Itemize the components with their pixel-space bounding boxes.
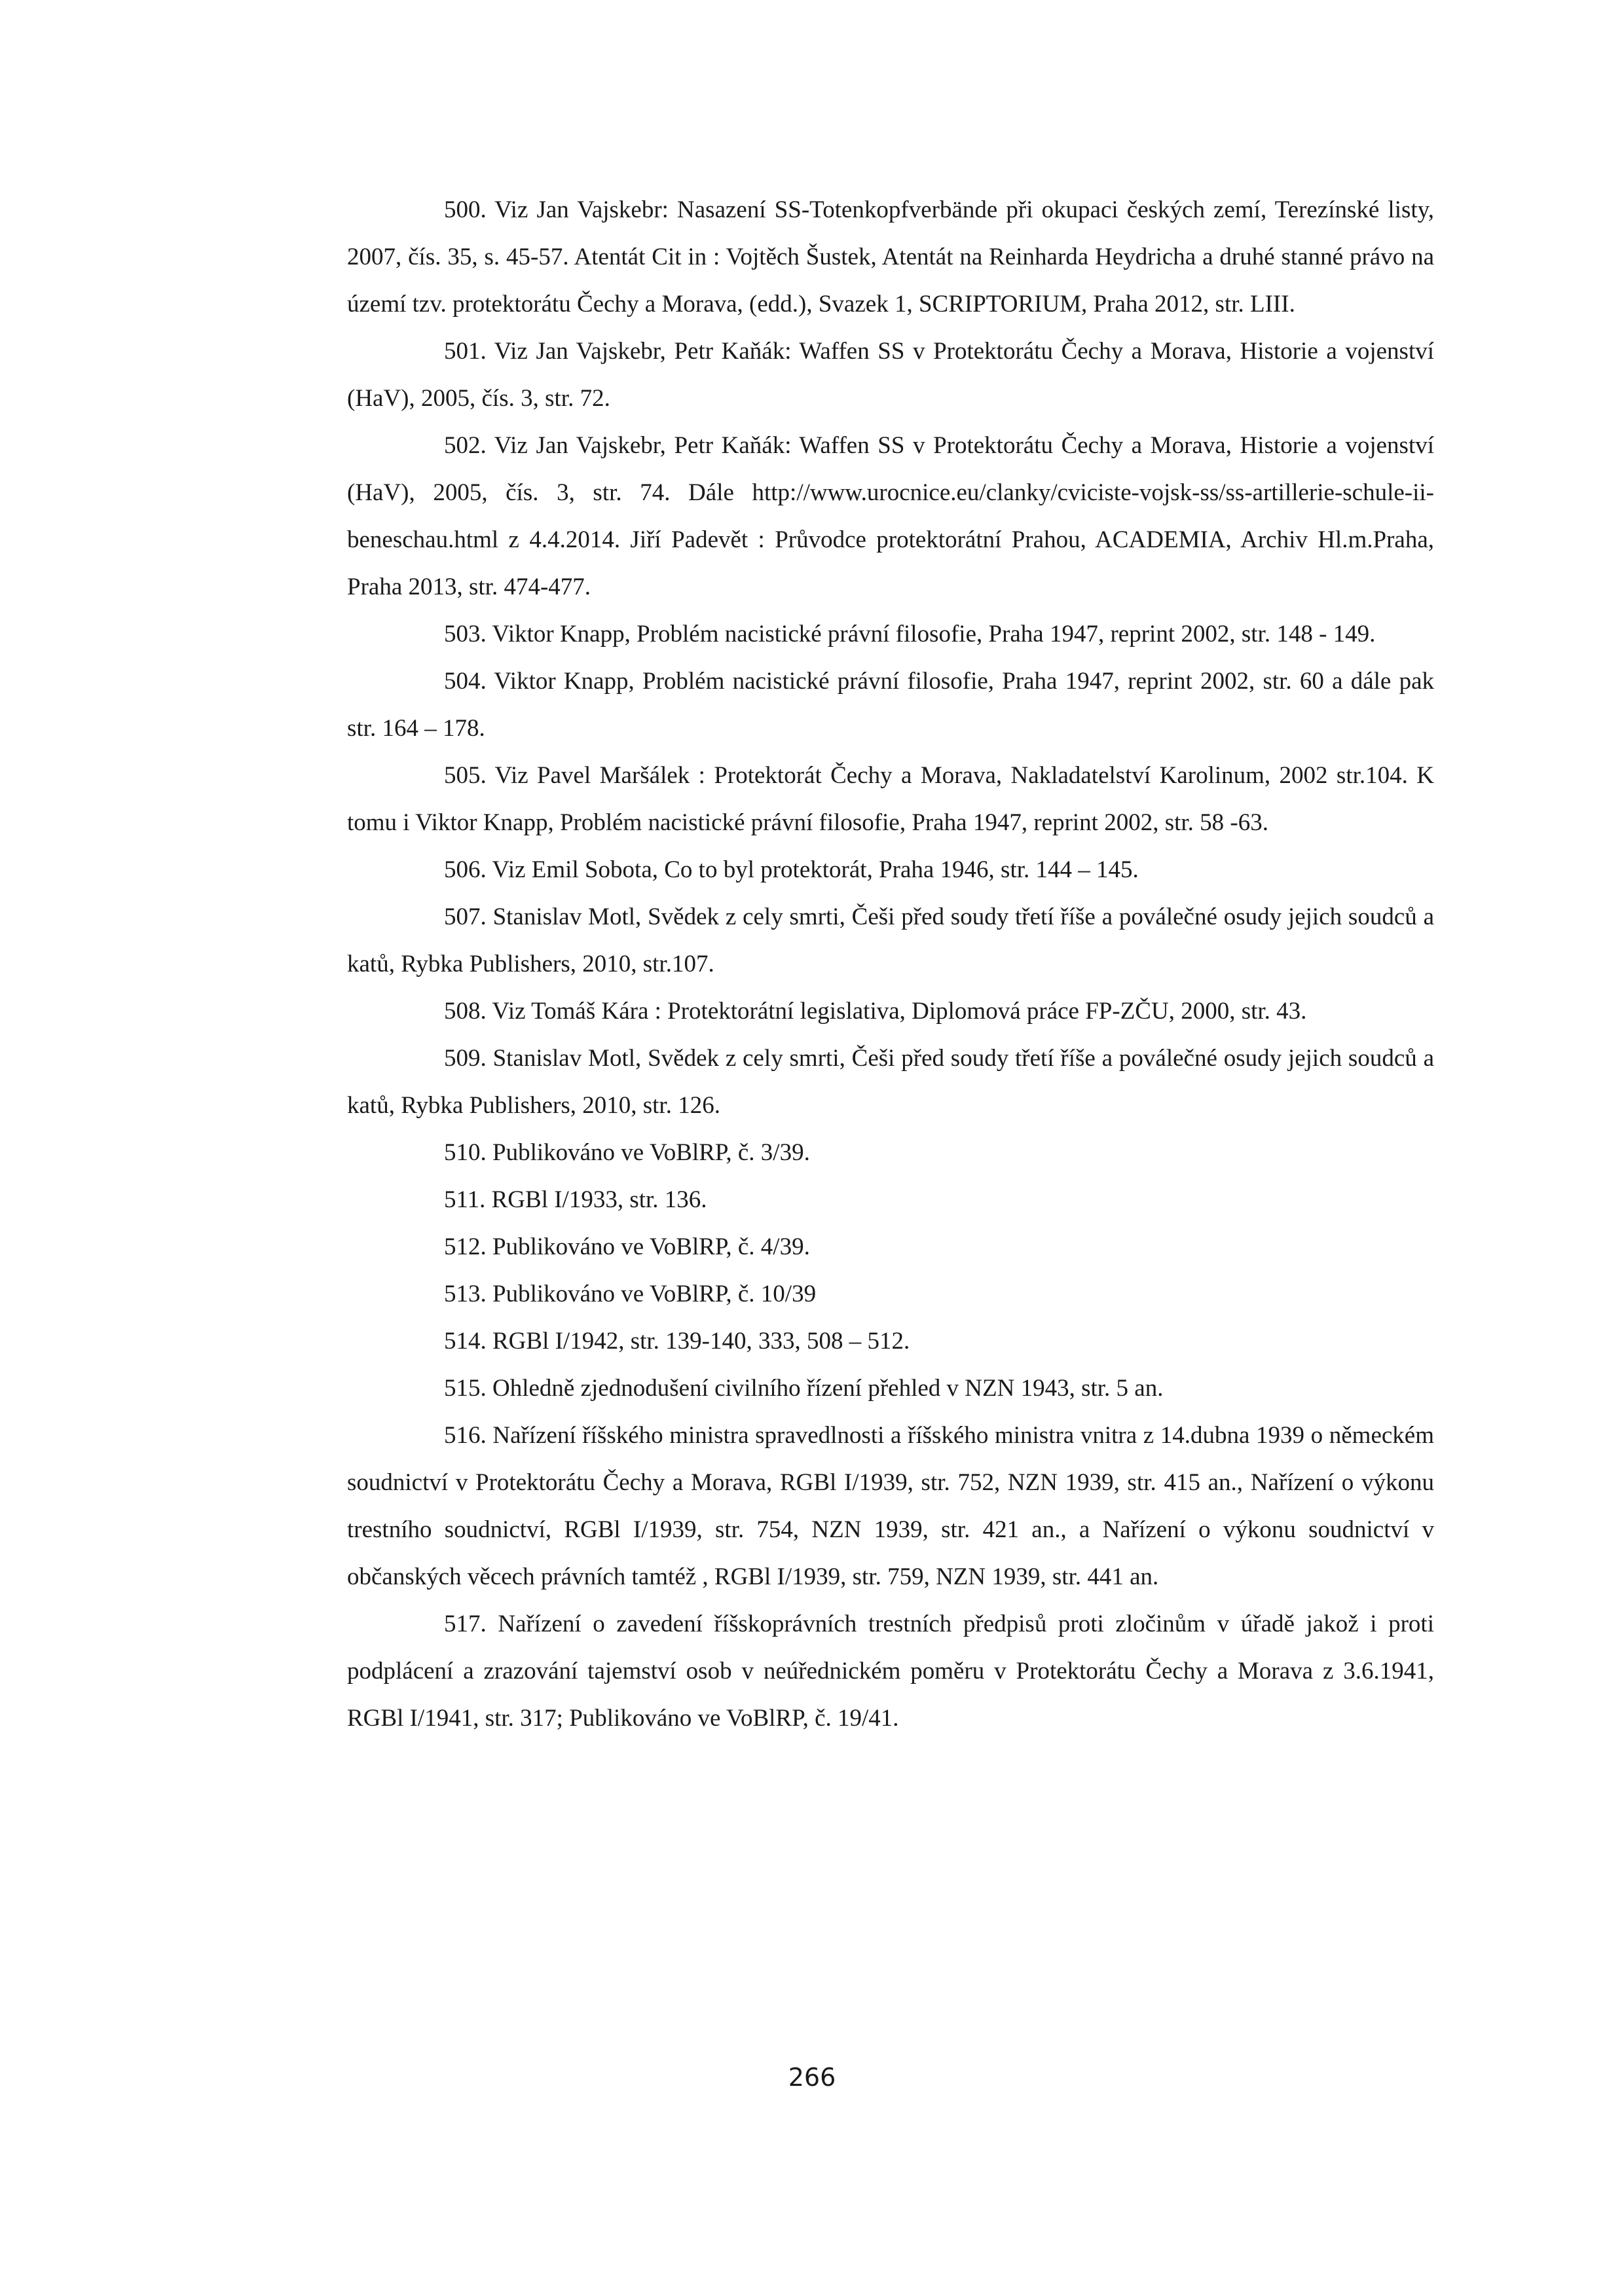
footnote-515: 515. Ohledně zjednodušení civilního řízení přehled v NZN 1943, str. 5 an. bbox=[444, 1375, 1164, 1402]
footnote-507: 507. Stanislav Motl, Svědek z cely smrti, Češi před soudy třetí říše a poválečné osudy jejich soudců a katů, Rybka Publishers, 2010, str.107. bbox=[347, 903, 1434, 977]
footnote-505: 505. Viz Pavel Maršálek : Protektorát Čechy a Morava, Nakladatelství Karolinum, 2002 str.104. K tomu i Viktor Knapp, Problém nacistické právní filosofie, Praha 1947, reprint 2002, str. 58 -63. bbox=[347, 762, 1434, 836]
footnote-511: 511. RGBl I/1933, str. 136. bbox=[444, 1186, 707, 1213]
footnote-510: 510. Publikováno ve VoBlRP, č. 3/39. bbox=[444, 1139, 810, 1166]
footnote-514: 514. RGBl I/1942, str. 139-140, 333, 508 – 512. bbox=[444, 1328, 910, 1355]
footnote-502: 502. Viz Jan Vajskebr, Petr Kaňák: Waffen SS v Protektorátu Čechy a Morava, Historie a vojenství (HaV), 2005, čís. 3, str. 74. Dále http://www.urocnice.eu/clanky/cviciste-vojsk-ss/ss-artillerie-schule-ii-beneschau.html z 4.4.2014. Jiří Padevět : Průvodce protektorátní Prahou, ACADEMIA, Archiv Hl.m.Praha, Praha 2013, str. 474-477. bbox=[347, 432, 1434, 600]
footnote-512: 512. Publikováno ve VoBlRP, č. 4/39. bbox=[444, 1233, 810, 1260]
footnote-504: 504. Viktor Knapp, Problém nacistické právní filosofie, Praha 1947, reprint 2002, str. 60 a dále pak str. 164 – 178. bbox=[347, 668, 1434, 742]
footnote-508: 508. Viz Tomáš Kára : Protektorátní legislativa, Diplomová práce FP-ZČU, 2000, str. 43. bbox=[444, 998, 1307, 1025]
footnote-503: 503. Viktor Knapp, Problém nacistické právní filosofie, Praha 1947, reprint 2002, str. 148 - 149. bbox=[444, 621, 1376, 647]
footnote-517: 517. Nařízení o zavedení říšskoprávních trestních předpisů proti zločinům v úřadě jakož i proti podplácení a zrazování tajemství osob v neúřednickém poměru v Protektorátu Čechy a Morava z 3.6.1941, RGBl I/1941, str. 317; Publikováno ve VoBlRP, č. 19/41. bbox=[347, 1611, 1434, 1732]
footnote-509: 509. Stanislav Motl, Svědek z cely smrti, Češi před soudy třetí říše a poválečné osudy jejich soudců a katů, Rybka Publishers, 2010, str. 126. bbox=[347, 1045, 1434, 1119]
footnote-516: 516. Nařízení říšského ministra spravedlnosti a říšského ministra vnitra z 14.dubna 1939 o německém soudnictví v Protektorátu Čechy a Morava, RGBl I/1939, str. 752, NZN 1939, str. 415 an., Nařízení o výkonu trestního soudnictví, RGBl I/1939, str. 754, NZN 1939, str. 421 an., a Nařízení o výkonu soudnictví v občanských věcech právních tamtéž , RGBl I/1939, str. 759, NZN 1939, str. 441 an. bbox=[347, 1422, 1434, 1590]
footnote-500: 500. Viz Jan Vajskebr: Nasazení SS-Totenkopfverbände při okupaci českých zemí, Terezínské listy, 2007, čís. 35, s. 45-57. Atentát Cit in : Vojtěch Šustek, Atentát na Reinharda Heydricha a druhé stanné právo na území tzv. protektorátu Čechy a Morava, (edd.), Svazek 1, SCRIPTORIUM, Praha 2012, str. LIII. bbox=[347, 196, 1434, 318]
footnotes-list bbox=[347, 187, 1434, 1742]
footnote-513: 513. Publikováno ve VoBlRP, č. 10/39 bbox=[444, 1281, 817, 1307]
footnote-501: 501. Viz Jan Vajskebr, Petr Kaňák: Waffen SS v Protektorátu Čechy a Morava, Historie a vojenství (HaV), 2005, čís. 3, str. 72. bbox=[347, 338, 1434, 412]
footnote-506: 506. Viz Emil Sobota, Co to byl protektorát, Praha 1946, str. 144 – 145. bbox=[444, 856, 1139, 883]
page-number: 266 bbox=[788, 2063, 836, 2092]
